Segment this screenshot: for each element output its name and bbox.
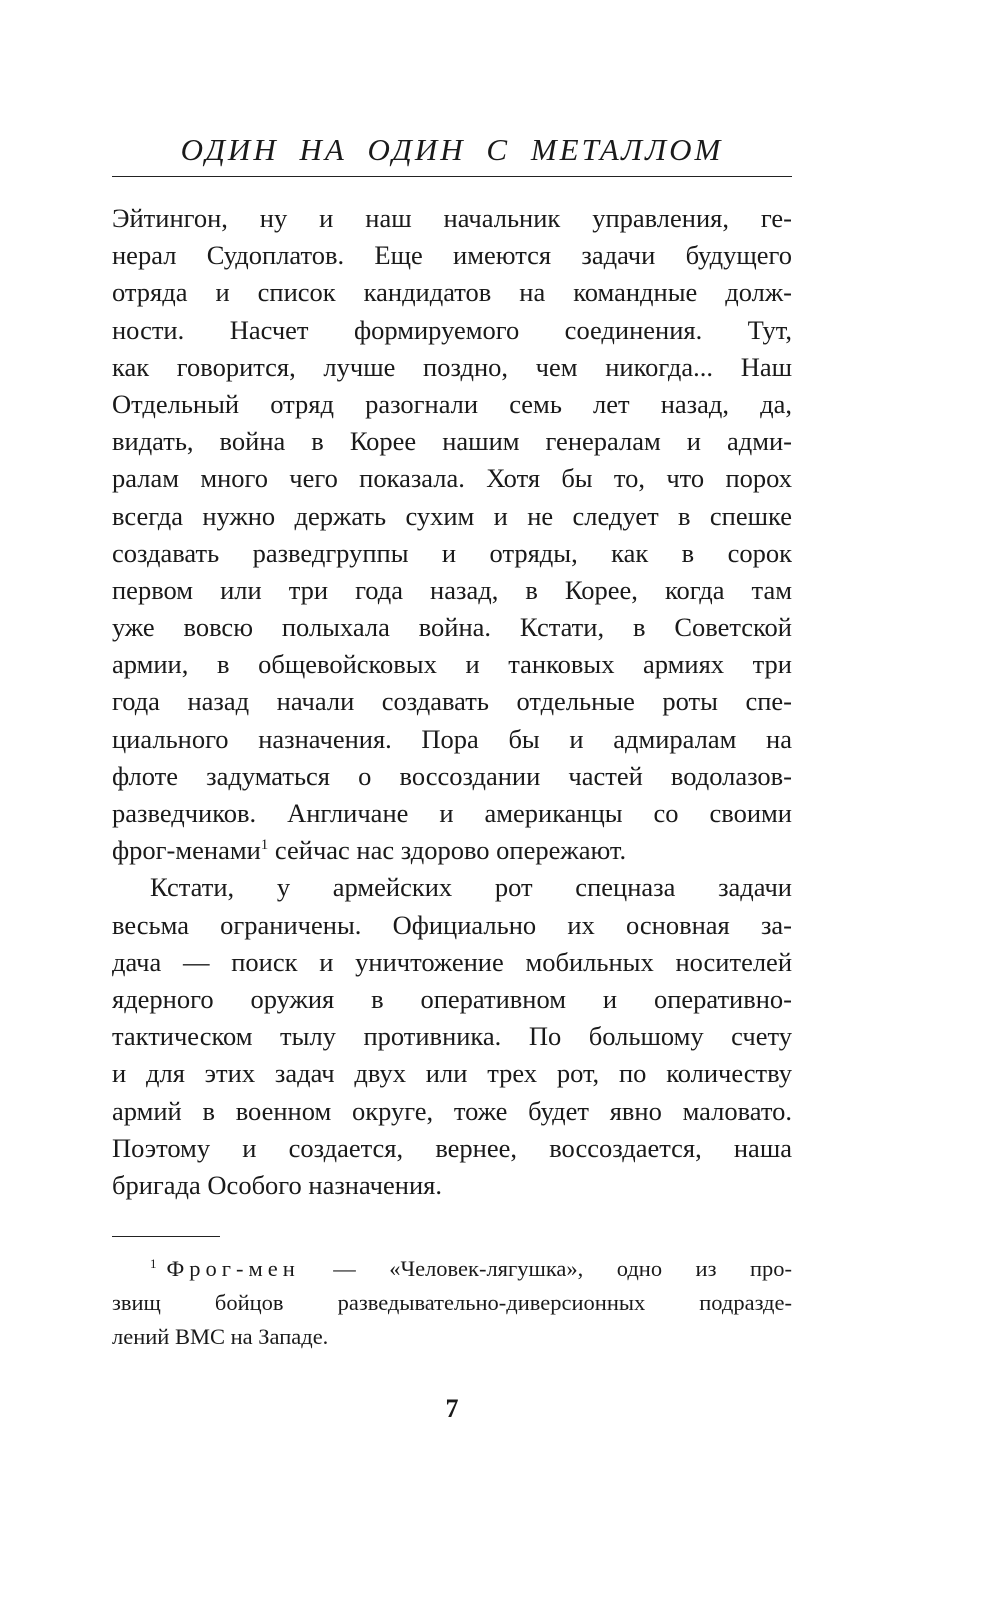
text-line: флоте задуматься о воссоздании частей водолазов- xyxy=(112,760,792,791)
text-line: весьма ограничены. Официально их основная за- xyxy=(112,909,792,940)
footnote-text: — «Человек-лягушка», одно из про- xyxy=(299,1256,792,1281)
footnote-term: Фрог-мен xyxy=(166,1256,300,1281)
text-line: и для этих задач двух или трех рот, по количеству xyxy=(112,1058,792,1089)
text-line: как говорится, лучше поздно, чем никогда... Наш xyxy=(112,351,792,382)
header-rule xyxy=(112,176,792,177)
footnote-line: звищ бойцов разведывательно-диверсионных подразде- xyxy=(112,1290,792,1315)
text-line: первом или три года назад, в Корее, когда там xyxy=(112,574,792,605)
footnote-line xyxy=(112,1252,792,1286)
text-line: дача — поиск и уничтожение мобильных носителей xyxy=(112,946,792,977)
footnote-marker: 1 xyxy=(150,1256,157,1271)
footnote-rule xyxy=(112,1236,220,1237)
text-line: отряда и список кандидатов на командные долж- xyxy=(112,277,792,308)
text-line-with-footnote-ref xyxy=(112,832,792,869)
page-number: 7 xyxy=(445,1394,459,1423)
text-line: всегда нужно держать сухим и не следует в спешке xyxy=(112,500,792,531)
footnote xyxy=(112,1252,792,1354)
text-line: разведчиков. Англичане и американцы со своими xyxy=(112,798,792,828)
text-line: бригада Особого назначения. xyxy=(112,1169,442,1200)
running-title: ОДИН НА ОДИН С МЕТАЛЛОМ xyxy=(180,132,724,167)
text-line: армии, в общевойсковых и танковых армиях три xyxy=(112,649,792,680)
body-text xyxy=(112,200,792,1204)
text-line: ности. Насчет формируемого соединения. Тут, xyxy=(112,314,792,345)
text-line: года назад начали создавать отдельные роты спе- xyxy=(112,686,792,717)
text-line: тактическом тылу противника. По большому счету xyxy=(112,1021,792,1052)
text-line: ядерного оружия в оперативном и оперативно- xyxy=(112,983,792,1014)
text-line: видать, война в Корее нашим генералам и адми- xyxy=(112,426,792,457)
footnote-line: лений ВМС на Западе. xyxy=(112,1324,329,1349)
text-line: ралам много чего показала. Хотя бы то, что порох xyxy=(112,463,792,494)
text-line: нерал Судоплатов. Еще имеются задачи будущего xyxy=(112,240,792,271)
text-line: Кстати, у армейских рот спецназа задачи xyxy=(150,872,792,903)
text-line: Эйтингон, ну и наш начальник управления, ге- xyxy=(112,203,792,233)
footnote-ref-marker[interactable]: 1 xyxy=(260,837,269,854)
text-line: Отдельный отряд разогнали семь лет назад, да, xyxy=(112,388,792,419)
book-page xyxy=(112,0,792,1616)
text-line: уже вовсю полыхала война. Кстати, в Советской xyxy=(112,612,792,643)
text-line: создавать разведгруппы и отряды, как в сорок xyxy=(112,537,792,568)
text-line: Поэтому и создается, вернее, воссоздается, наша xyxy=(112,1132,792,1163)
text-line: армий в военном округе, тоже будет явно маловато. xyxy=(112,1095,792,1126)
text-line-tail: сейчас нас здорово опережают. xyxy=(268,835,627,866)
footnote-ref-word: фрог-менами xyxy=(112,835,261,866)
text-line: циального назначения. Пора бы и адмиралам на xyxy=(112,723,792,754)
